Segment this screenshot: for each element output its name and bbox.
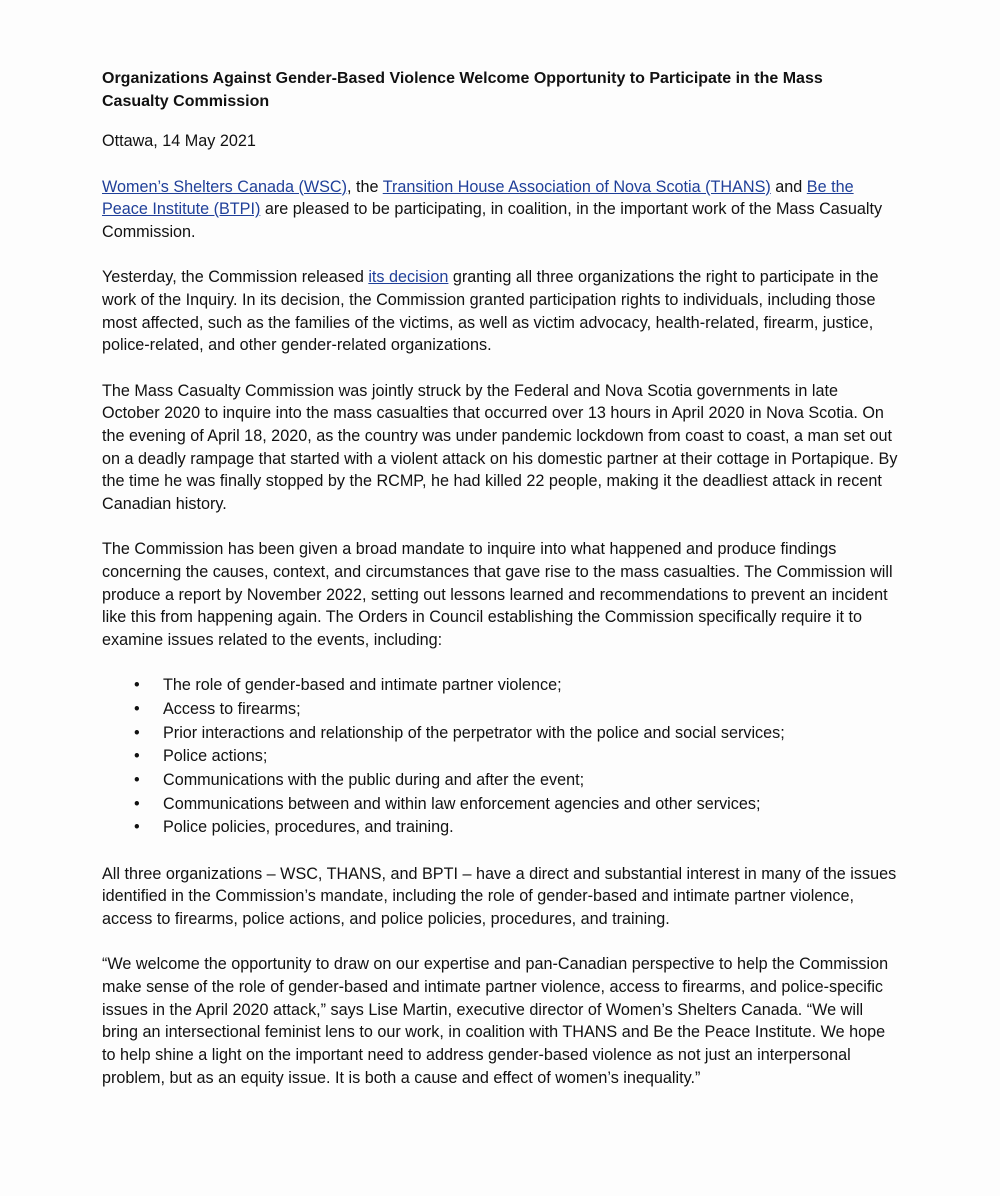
list-item (102, 816, 900, 840)
bullet-icon: • (134, 699, 140, 718)
link-be-the-peace-institute[interactable]: Be the Peace Institute (BTPI) (102, 177, 854, 219)
list-item-text: Communications with the public during and after the event; (163, 771, 585, 790)
paragraph-intro-text-b: and (770, 177, 807, 196)
paragraph-intro-text-a: , the (347, 177, 383, 196)
list-item (102, 769, 900, 793)
list-item (102, 722, 900, 746)
bullet-icon: • (134, 818, 140, 837)
bullet-icon: • (134, 747, 140, 766)
list-item-text: Communications between and within law enforcement agencies and other services; (163, 794, 761, 813)
paragraph-organizations-interest: All three organizations – WSC, THANS, and BPTI – have a direct and substantial interest in many of the issues identified in the Commission’s mandate, including the role of gender-based and intimate partner violence, access to firearms, police actions, and police policies, procedures, and training. (102, 864, 897, 929)
paragraph-intro (102, 176, 900, 244)
list-item-text: Prior interactions and relationship of the perpetrator with the police and social services; (163, 723, 785, 742)
bullet-icon: • (134, 676, 140, 695)
list-item (102, 793, 900, 817)
document-title: Organizations Against Gender-Based Violence Welcome Opportunity to Participate in the Mass Casualty Commission (102, 70, 823, 110)
list-item-text: The role of gender-based and intimate partner violence; (163, 676, 562, 695)
list-item-text: Access to firearms; (163, 699, 301, 718)
link-its-decision[interactable]: its decision (368, 268, 449, 287)
dateline: Ottawa, 14 May 2021 (102, 132, 256, 151)
list-item (102, 674, 900, 698)
list-item (102, 698, 900, 722)
paragraph-intro-text-c: are pleased to be participating, in coalition, in the important work of the Mass Casualty Commission. (102, 200, 883, 242)
link-transition-house-association[interactable]: Transition House Association of Nova Scotia (THANS) (382, 177, 771, 196)
paragraph-commission-background: The Mass Casualty Commission was jointly struck by the Federal and Nova Scotia governments in late October 2020 to inquire into the mass casualties that occurred over 13 hours in April 2020 in Nova Scotia. On the evening of April 18, 2020, as the country was under pandemic lockdown from coast to coast, a man set out on a deadly rampage that started with a violent attack on his domestic partner at their cottage in Portapique. By the time he was finally stopped by the RCMP, he had killed 22 people, making it the deadliest attack in recent Canadian history. (102, 381, 898, 514)
list-item-text: Police actions; (163, 747, 268, 766)
paragraph-quote-lise-martin: “We welcome the opportunity to draw on our expertise and pan-Canadian perspective to help the Commission make sense of the role of gender-based and intimate partner violence, access to firearms, and police-specific issues in the April 2020 attack,” says Lise Martin, executive director of Women’s Shelters Canada. “We will bring an intersectional feminist lens to our work, in coalition with THANS and Be the Peace Institute. We hope to help shine a light on the important need to address gender-based violence as not just an interpersonal problem, but as an equity issue. It is both a cause and effect of women’s inequality.” (102, 955, 889, 1087)
mandate-issues-list (102, 674, 900, 840)
paragraph-decision-text-b: granting all three organizations the right to participate in the work of the Inquiry. In its decision, the Commission granted participation rights to individuals, including those most affected, such as the families of the victims, as well as victim advocacy, health-related, firearm, justice, police-related, and other gender-related organizations. (102, 268, 879, 355)
paragraph-mandate: The Commission has been given a broad mandate to inquire into what happened and produce findings concerning the causes, context, and circumstances that gave rise to the mass casualties. The Commission will produce a report by November 2022, setting out lessons learned and recommendations to prevent an incident like this from happening again. The Orders in Council establishing the Commission specifically require it to examine issues related to the events, including: (102, 540, 893, 650)
bullet-icon: • (134, 771, 140, 790)
paragraph-decision (102, 266, 900, 357)
link-womens-shelters-canada[interactable]: Women’s Shelters Canada (WSC) (102, 177, 348, 196)
bullet-icon: • (134, 723, 140, 742)
list-item-text: Police policies, procedures, and training. (163, 818, 454, 837)
paragraph-decision-text-a: Yesterday, the Commission released (102, 268, 369, 287)
list-item (102, 745, 900, 769)
bullet-icon: • (134, 794, 140, 813)
